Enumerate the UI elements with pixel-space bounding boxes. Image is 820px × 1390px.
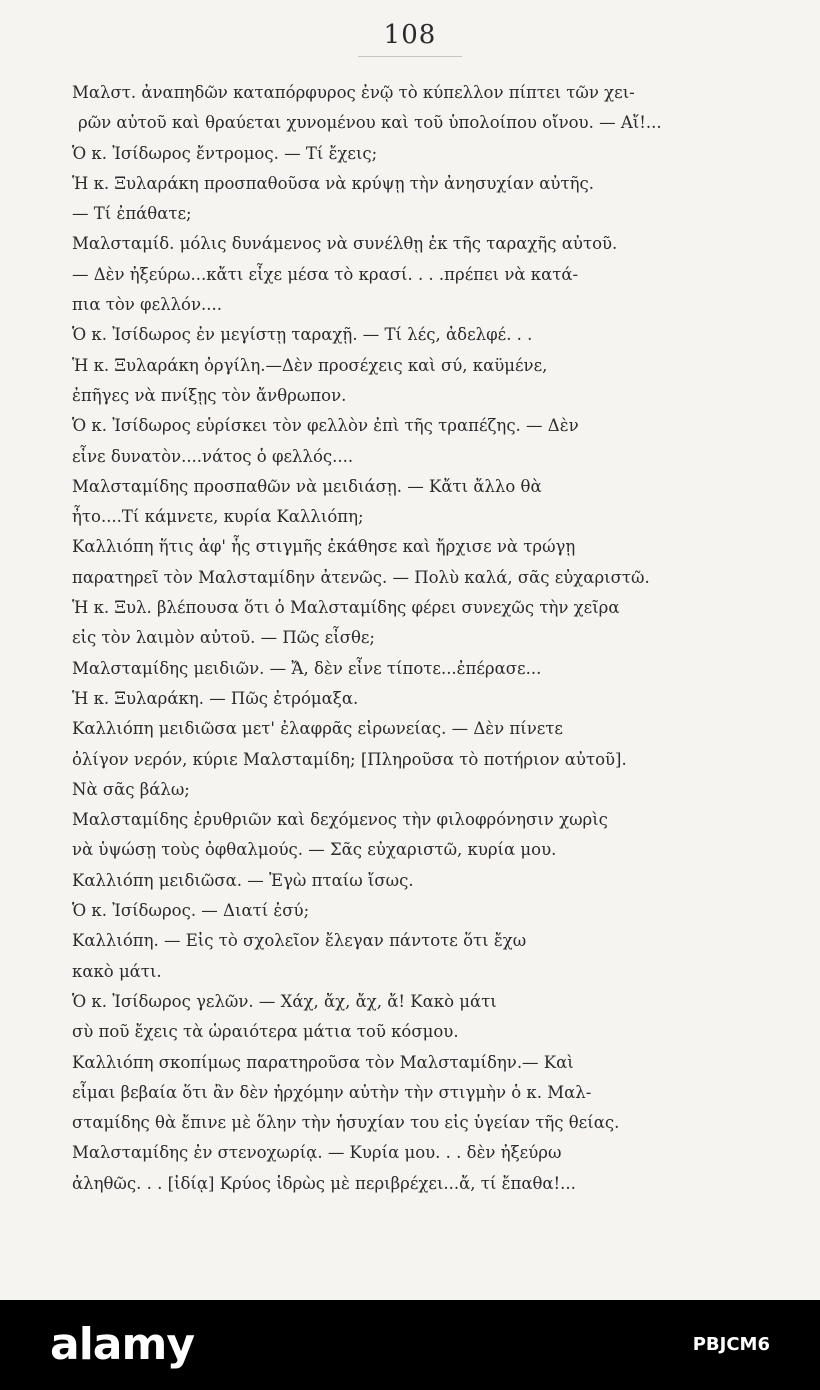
text-line: πια τὸν φελλόν.... (72, 295, 222, 315)
text-line: νὰ ὑψώσῃ τοὺς ὀφθαλμούς. — Σᾶς εὐχαριστῶ, κυρία μου. (72, 840, 557, 860)
text-line: Μαλσταμίδης μειδιῶν. — Ἄ, δὲν εἶνε τίποτε...ἐπέρασε... (72, 658, 542, 678)
text-line: ἦτο....Τί κάμνετε, κυρία Καλλιόπη; (72, 507, 364, 527)
text-line: Καλλιόπη μειδιῶσα μετ' ἐλαφρᾶς εἰρωνείας. — Δὲν πίνετε (72, 719, 563, 739)
text-line: Καλλιόπη. — Εἰς τὸ σχολεῖον ἔλεγαν πάντοτε ὅτι ἔχω (72, 931, 527, 951)
text-line: Μαλσταμίδης προσπαθῶν νὰ μειδιάσῃ. — Κἄτι ἄλλο θὰ (72, 476, 542, 496)
text-line: κακὸ μάτι. (72, 961, 162, 981)
text-line: Μαλσταμίδης ἐν στενοχωρίᾳ. — Κυρία μου. . . δὲν ἠξεύρω (72, 1143, 562, 1163)
text-line: εἶμαι βεβαία ὅτι ἂν δὲν ἠρχόμην αὐτὴν τὴν στιγμὴν ὁ κ. Μαλ- (72, 1082, 592, 1102)
text-line: ρῶν αὐτοῦ καὶ θραύεται χυνομένου καὶ τοῦ ὑπολοίπου οἴνου. — Αἴ!... (78, 113, 662, 133)
text-line: Καλλιόπη μειδιῶσα. — Ἐγὼ πταίω ἴσως. (72, 870, 414, 890)
text-line: Μαλσταμίδης ἐρυθριῶν καὶ δεχόμενος τὴν φιλοφρόνησιν χωρὶς (72, 810, 608, 830)
text-line: ἐπῆγες νὰ πνίξῃς τὸν ἄνθρωπον. (72, 385, 347, 405)
text-line: Ὁ κ. Ἰσίδωρος. — Διατί ἐσύ; (72, 901, 310, 921)
text-line: σταμίδης θὰ ἔπινε μὲ ὅλην τὴν ἡσυχίαν του εἰς ὑγείαν τῆς θείας. (72, 1113, 620, 1133)
text-line: παρατηρεῖ τὸν Μαλσταμίδην ἀτενῶς. — Πολὺ καλά, σᾶς εὐχαριστῶ. (72, 567, 650, 587)
image-id-label: PBJCM6 (692, 1334, 770, 1355)
text-line: Ἡ κ. Ξυλαράκη ὀργίλη.—Δὲν προσέχεις καὶ σύ, καϋμένε, (72, 355, 548, 375)
text-line: Μαλστ. ἀναπηδῶν καταπόρφυρος ἐνῷ τὸ κύπελλον πίπτει τῶν χει- (72, 83, 635, 102)
text-line: Νὰ σᾶς βάλω; (72, 779, 190, 799)
text-line: Ἡ κ. Ξυλαράκη προσπαθοῦσα νὰ κρύψῃ τὴν ἀνησυχίαν αὐτῆς. (72, 173, 594, 193)
text-line: — Δὲν ἠξεύρω...κἄτι εἶχε μέσα τὸ κρασί. . . .πρέπει νὰ κατά- (72, 264, 579, 284)
text-line: Μαλσταμίδ. μόλις δυνάμενος νὰ συνέλθῃ ἐκ τῆς ταραχῆς αὐτοῦ. (72, 234, 618, 254)
text-line: ὀλίγον νερόν, κύριε Μαλσταμίδη; [Πληροῦσα τὸ ποτήριον αὐτοῦ]. (72, 749, 627, 769)
text-line: Καλλιόπη σκοπίμως παρατηροῦσα τὸν Μαλσταμίδην.— Καὶ (72, 1052, 574, 1072)
text-line: Ὁ κ. Ἰσίδωρος εὑρίσκει τὸν φελλὸν ἐπὶ τῆς τραπέζης. — Δὲν (72, 416, 579, 436)
text-line: εἶνε δυνατὸν....νάτος ὁ φελλός.... (72, 446, 354, 466)
text-line: ἀληθῶς. . . [ἰδίᾳ] Κρύος ἱδρὼς μὲ περιβρέχει...ἄ, τί ἔπαθα!... (72, 1173, 576, 1193)
text-line: Ἡ κ. Ξυλαράκη. — Πῶς ἐτρόμαξα. (72, 688, 359, 708)
text-line: Ὁ κ. Ἰσίδωρος ἔντρομος. — Τί ἔχεις; (72, 143, 378, 163)
header-rule (358, 56, 462, 57)
text-line: Ὁ κ. Ἰσίδωρος ἐν μεγίστῃ ταραχῇ. — Τί λές, ἀδελφέ. . . (72, 325, 533, 345)
text-line: Ὁ κ. Ἰσίδωρος γελῶν. — Χάχ, ἄχ, ἄχ, ἄ! Κακὸ μάτι (72, 991, 497, 1011)
stock-watermark-bar (0, 1300, 820, 1390)
text-line: Ἡ κ. Ξυλ. βλέπουσα ὅτι ὁ Μαλσταμίδης φέρει συνεχῶς τὴν χεῖρα (72, 598, 620, 618)
text-line: σὺ ποῦ ἔχεις τὰ ὡραιότερα μάτια τοῦ κόσμου. (72, 1022, 459, 1042)
page-text-body (72, 78, 772, 1199)
page-number: 108 (383, 20, 437, 50)
text-line: — Τί ἐπάθατε; (72, 204, 192, 224)
text-line: Καλλιόπη ἥτις ἀφ' ἧς στιγμῆς ἐκάθησε καὶ ἤρχισε νὰ τρώγῃ (72, 537, 576, 557)
text-line: εἰς τὸν λαιμὸν αὐτοῦ. — Πῶς εἶσθε; (72, 628, 375, 648)
alamy-logo: alamy (50, 1319, 194, 1370)
